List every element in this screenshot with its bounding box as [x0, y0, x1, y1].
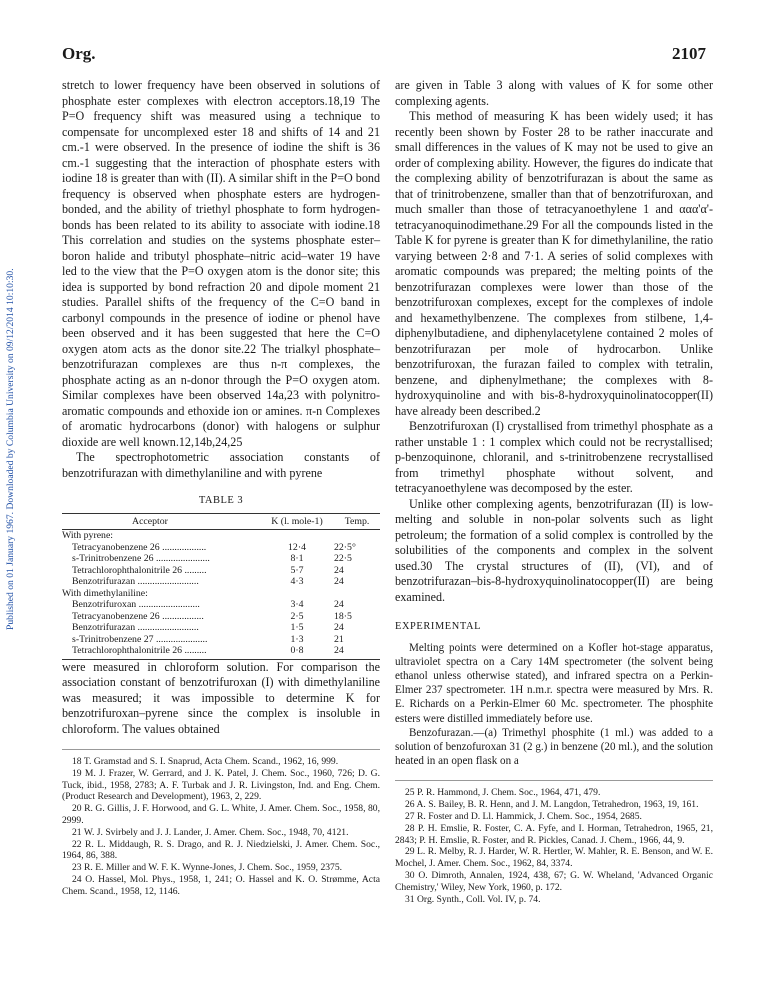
footnote: 29 L. R. Melby, R. J. Harder, W. R. Hertler, W. Mahler, R. E. Benson, and W. E. Mochel, J. Amer. Chem. Soc., 1962, 84, 3374. — [395, 846, 713, 870]
table-group-label: With dimethylaniline: — [62, 587, 148, 599]
table-row — [62, 634, 380, 646]
table-cell-acceptor: Benzotrifurazan ......................... — [72, 576, 199, 587]
table-cell-acceptor: s-Trinitrobenzene 27 ..................... — [72, 633, 208, 645]
table-header-temp: Temp. — [328, 513, 380, 530]
table-cell-k: 1·5 — [290, 622, 304, 633]
table-row — [62, 622, 380, 634]
table-cell-temp: 24 — [328, 645, 380, 659]
table-cell-k: 8·1 — [290, 553, 304, 564]
table-3 — [62, 513, 380, 660]
table-cell-acceptor: Benzotrifurazan ......................... — [72, 622, 199, 633]
page-number: 2107 — [672, 44, 706, 63]
table-row — [62, 611, 380, 623]
paragraph: were measured in chloroform solution. For comparison the association constant of benzotrifuroxan (I) with dimethylaniline was measured; it was impossible to determine K for benzotrifuroxan–pyrene since the complex is insoluble in chloroform. The values obtained — [62, 659, 380, 736]
footnote: 19 M. J. Frazer, W. Gerrard, and J. K. Patel, J. Chem. Soc., 1960, 726; D. G. Tuck, ibid., 1958, 2783; A. F. Turbak and J. R. Livingston, Ind. and Eng. Chem. (Product Research and Development), 1963, 2, 229. — [62, 767, 380, 803]
table-cell-k: 0·8 — [266, 645, 328, 659]
section-heading-experimental: EXPERIMENTAL — [395, 621, 482, 632]
footnote: 18 T. Gramstad and S. I. Snaprud, Acta Chem. Scand., 1962, 16, 999. — [72, 756, 339, 767]
paragraph: Unlike other complexing agents, benzotrifurazan (II) is low-melting and soluble in non-polar solvents such as light petroleum; the formation of a solid complex is controlled by the solubilities of the components and complex in the solvent used.30 The crystal structures of (II), (VI), and of benzotrifurazan–bis-8-hydroxyquinolinatocopper(II) are being examined. — [395, 496, 713, 604]
table-cell-temp: 22·5 — [334, 553, 352, 564]
table-cell-acceptor: s-Trinitrobenzene 26 ...................... — [72, 553, 210, 564]
footnote: 30 O. Dimroth, Annalen, 1924, 438, 67; G. W. Wheland, 'Advanced Organic Chemistry,' Wiley, New York, 1960, p. 172. — [395, 869, 713, 893]
table-cell-temp: 21 — [334, 633, 344, 645]
table-header-acceptor: Acceptor — [62, 513, 266, 530]
table-row — [62, 553, 380, 565]
table-row — [62, 576, 380, 588]
running-header-journal: Org. — [62, 44, 96, 63]
table-cell-temp: 22·5° — [334, 541, 356, 553]
experimental-body — [395, 641, 713, 769]
footnotes-left — [62, 749, 380, 898]
table-cell-acceptor: Tetracyanobenzene 26 .................. — [72, 541, 207, 553]
table-cell-k: 3·4 — [290, 599, 304, 610]
footnote: 22 R. L. Middaugh, R. S. Drago, and R. J. Niedzielski, J. Amer. Chem. Soc., 1964, 86, 388. — [62, 838, 380, 862]
table-cell-temp: 18·5 — [334, 610, 352, 622]
table-row — [62, 599, 380, 611]
paragraph: The spectrophotometric association constants of benzotrifurazan with dimethylaniline and with pyrene — [62, 450, 380, 480]
footnote: 25 P. R. Hammond, J. Chem. Soc., 1964, 471, 479. — [405, 787, 601, 799]
footnote: 21 W. J. Svirbely and J. J. Lander, J. Amer. Chem. Soc., 1948, 70, 4121. — [72, 826, 349, 838]
left-column — [62, 78, 380, 898]
footnote: 27 R. Foster and D. Ll. Hammick, J. Chem. Soc., 1954, 2685. — [405, 810, 642, 822]
table-title: TABLE 3 — [198, 495, 244, 506]
footnotes-right — [395, 780, 713, 905]
paragraph: Benzotrifuroxan (I) crystallised from trimethyl phosphate as a rather unstable 1 : 1 complex which could not be recrystallised; p-benzoquinone, chloranil, and s-trinitrobenzene recrystallised from trimethyl phosphate without solvent, and tetracyanoethylene was decomposed by the ester. — [395, 419, 713, 495]
table-cell-acceptor: Benzotrifuroxan ......................... — [72, 599, 200, 610]
table-cell-k: 4·3 — [290, 576, 304, 587]
table-cell-temp: 24 — [334, 599, 344, 610]
footnote: 20 R. G. Gillis, J. F. Horwood, and G. L. White, J. Amer. Chem. Soc., 1958, 80, 2999. — [62, 803, 380, 826]
footnote: 31 Org. Synth., Coll. Vol. IV, p. 74. — [405, 893, 541, 905]
table-cell-temp: 24 — [334, 564, 344, 576]
table-cell-temp: 24 — [334, 576, 344, 587]
paragraph: Melting points were determined on a Kofler hot-stage apparatus, ultraviolet spectra on a Cary 14M spectrometer (the solvent being ethanol unless otherwise stated), and infrared spectra on a Perkin-Elmer 237 spectrometer. 1H n.m.r. spectra were measured by Mrs. R. E. Richards on a Perkin-Elmer 60 Mc. spectrometer. The phosphite esters were distilled immediately before use. — [395, 641, 713, 725]
table-row — [62, 645, 380, 659]
table-cell-temp: 24 — [334, 622, 344, 633]
table-cell-acceptor: Tetrachlorophthalonitrile 26 ......... — [62, 645, 266, 659]
table-cell-k: 2·5 — [290, 610, 304, 622]
footnote: 23 R. E. Miller and W. F. K. Wynne-Jones, J. Chem. Soc., 1959, 2375. — [72, 862, 343, 874]
footnote: 26 A. S. Bailey, B. R. Henn, and J. M. Langdon, Tetrahedron, 1963, 19, 161. — [405, 799, 699, 811]
table-cell-acceptor: Tetracyanobenzene 26 ................. — [72, 610, 204, 622]
table-header-k: K (l. mole-1) — [266, 513, 328, 530]
paragraph: are given in Table 3 along with values of K for some other complexing agents. — [395, 78, 713, 108]
table-cell-k: 12·4 — [288, 541, 306, 553]
download-watermark: Published on 01 January 1967. Downloaded by Columbia University on 09/12/2014 10:10:30. — [5, 268, 16, 630]
table-row — [62, 565, 380, 577]
paragraph: stretch to lower frequency have been observed in solutions of phosphate ester complexes with electron acceptors.18,19 The P=O frequency shift was measured using a technique to compensate for uncomplexed ester 18 and shifts of 14 and 21 cm.-1 were observed. In the presence of iodine the shift is 36 cm.-1 suggesting that the interaction of phosphate esters with iodine 18 is greater than with (II). A similar shift in the P=O bond frequency is observed when phosphate esters are hydrogen-bonded, and the ability of triethyl phosphate to form hydrogen-bonds has been related to its ability to associate with iodine.18 This correlation and studies on the systems phosphate ester–boron halide and tributyl phosphate–nitric acid–water 19 have led to the view that the P=O oxygen atom is the donor site; this idea is supported by bond refraction 20 and dipole moment 21 studies. Parallel shifts of the frequency of the C=O band in carbonyl compounds in the presence of iodine or phenol have been observed and it has been suggested that here the C=O oxygen atom acts as the donor site.22 The trialkyl phosphate–benzotrifurazan complexes are thus n-π complexes, the phosphate acting as an n-donor through the P=O oxygen atom. Similar complexes have been observed 14a,23 with polynitro-aromatic compounds and ethoxide ion or amines. π-n Complexes of aromatic hydrocarbons (donor) with halogens or sulphur dioxide are well known.12,14b,24,25 — [62, 78, 380, 449]
table-row — [62, 542, 380, 554]
table-cell-k: 1·3 — [290, 633, 304, 645]
footnote: 28 P. H. Emslie, R. Foster, C. A. Fyfe, and I. Horman, Tetrahedron, 1965, 21, 2843; P. H. Emslie, R. Foster, and R. Pickles, Canad. J. Chem., 1966, 44, 9. — [395, 822, 713, 846]
table-cell-acceptor: Tetrachlorophthalonitrile 26 ......... — [72, 564, 207, 576]
table-cell-k: 5·7 — [290, 564, 304, 576]
right-column — [395, 78, 713, 905]
paragraph: Benzofurazan.—(a) Trimethyl phosphite (1 ml.) was added to a solution of benzofuroxan 31 (2 g.) in benzene (20 ml.), and the solution heated in an open flask on a — [395, 726, 713, 768]
paragraph: This method of measuring K has been widely used; it has recently been shown by Foster 28 to be rather inaccurate and small differences in the values of K may not be used to give an order of complexing ability. However, the figures do indicate that the complexing ability of benzotrifurazan is about the same as that of trinitrobenzene, smaller than that of benzotrifuroxan, and much smaller than those of tetracyanoethylene 1 and ααα'α'-tetracyanoquinodimethane.29 For all the compounds listed in the Table K for pyrene is greater than K for dimethylaniline, the ratio varying between 2·8 and 7·1. A series of solid complexes with aromatic compounds was prepared; the melting points of the benzotrifurazan complexes were lower than those of the benzotrifuroxan complexes, except for the complexes of indole and hexamethylbenzene. The complexes from stilbene, 1,4-diphenylbutadiene, and diphenylacetylene contained 2 moles of benzotrifurazan per mole of hydrocarbon. Unlike benzotrifuroxan, the furazan failed to complex with tetralin, benzene, and diphenylmethane; the complexes with 8-hydroxyquinoline and with bis-8-hydroxyquinolinatocopper(II) have already been described.2 — [395, 109, 713, 418]
footnote: 24 O. Hassel, Mol. Phys., 1958, 1, 241; O. Hassel and K. O. Strømme, Acta Chem. Scand., 1958, 12, 1146. — [62, 873, 380, 897]
table-group-label: With pyrene: — [62, 530, 114, 541]
